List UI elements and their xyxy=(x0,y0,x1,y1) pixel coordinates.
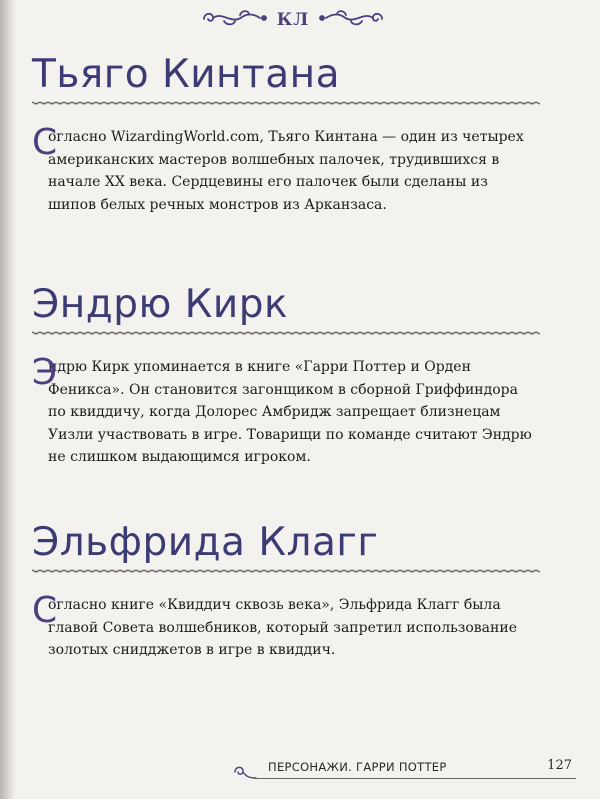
wavy-divider xyxy=(32,330,540,336)
footer-ornament-icon xyxy=(232,762,258,786)
page-number: 127 xyxy=(547,758,572,773)
footer-rule xyxy=(254,778,576,779)
binding-gutter xyxy=(0,0,16,799)
entry-thiago-quintana xyxy=(32,50,540,216)
entry-title: Эндрю Кирк xyxy=(32,282,289,327)
entry-text: ндрю Кирк упоминается в книге «Гарри Поттер и Орден Феникса». Он становится загонщиком в сборной Гриффиндора по квиддичу, когда Долорес Амбридж запрещает близнецам Уизли участвовать в игре. Товарищи по команде считают Эндрю не слишком выдающимся игроком. xyxy=(48,359,532,465)
running-title: ПЕРСОНАЖИ. ГАРРИ ПОТТЕР xyxy=(268,760,447,774)
entry-elfrida-clagg xyxy=(32,518,540,662)
section-letters: КЛ xyxy=(276,10,310,30)
entry-text: огласно WizardingWorld.com, Тьяго Кинтана — один из четырех американских мастеров волшебных палочек, трудившихся в начале XX века. Сердцевины его палочек были сделаны из шипов белых речных монстров из Арканзаса. xyxy=(48,129,524,213)
entry-text: огласно книге «Квиддич сквозь века», Эльфрида Клагг была главой Совета волшебников, который запретил использование золотых снидджетов в игре в квиддич. xyxy=(48,597,517,658)
entry-title: Эльфрида Клагг xyxy=(32,520,379,565)
wavy-divider xyxy=(32,100,540,106)
wavy-divider xyxy=(32,568,540,574)
entry-andrew-kirke xyxy=(32,280,540,469)
entry-paragraph xyxy=(32,590,540,662)
drop-cap: С xyxy=(32,590,58,631)
right-flourish-icon xyxy=(318,7,386,29)
page-footer xyxy=(232,758,582,784)
drop-cap: Э xyxy=(32,352,58,393)
entry-paragraph xyxy=(32,352,540,469)
page-header xyxy=(200,2,386,34)
left-flourish-icon xyxy=(200,7,268,29)
entry-paragraph xyxy=(32,122,540,216)
drop-cap: С xyxy=(32,122,58,163)
entry-title: Тьяго Кинтана xyxy=(32,52,341,97)
